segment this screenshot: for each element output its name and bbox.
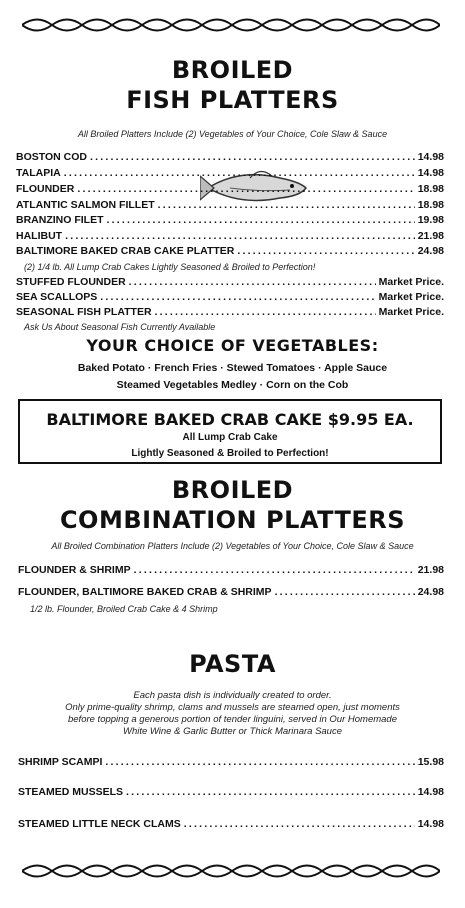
menu-item <box>16 167 444 180</box>
item-name: TALAPIA <box>16 167 61 179</box>
item-name: FLOUNDER <box>16 183 75 195</box>
menu-item <box>18 586 444 599</box>
item-price: 24.98 <box>417 245 444 257</box>
item-name: STEAMED LITTLE NECK CLAMS <box>18 818 181 830</box>
item-name: HALIBUT <box>16 230 63 242</box>
dot-leader <box>126 786 415 798</box>
item-name: FLOUNDER & SHRIMP <box>18 564 131 576</box>
item-name: ATLANTIC SALMON FILLET <box>16 199 155 211</box>
combo-note: All Broiled Combination Platters Include (2) Vegetables of Your Choice, Cole Slaw & Sauce <box>51 541 414 551</box>
dot-leader <box>90 151 415 163</box>
item-price: Market Price. <box>378 306 444 318</box>
item-price: 14.98 <box>417 167 444 179</box>
dot-leader <box>275 586 415 598</box>
combo-title-line1: BROILED <box>171 476 294 504</box>
dot-leader <box>77 183 414 195</box>
crab-cake-box <box>18 399 442 464</box>
fish-title-line2: FISH PLATTERS <box>126 86 339 114</box>
item-name: STUFFED FLOUNDER <box>16 276 126 288</box>
menu-item <box>16 199 444 212</box>
menu-item <box>16 183 444 196</box>
combo-sub-note: 1/2 lb. Flounder, Broiled Crab Cake & 4 Shrimp <box>30 604 218 614</box>
crab-box-line1: All Lump Crab Cake <box>182 432 278 443</box>
menu-item <box>18 786 444 799</box>
dot-leader <box>134 564 415 576</box>
item-price: 18.98 <box>417 183 444 195</box>
item-name: BRANZINO FILET <box>16 214 104 226</box>
dot-leader <box>155 306 376 318</box>
item-name: BOSTON COD <box>16 151 87 163</box>
item-name: BALTIMORE BAKED CRAB CAKE PLATTER <box>16 245 235 257</box>
vegetables-line1: Baked Potato · French Fries · Stewed Tomatoes · Apple Sauce <box>77 362 388 374</box>
item-price: 14.98 <box>417 818 444 830</box>
menu-item <box>18 756 444 769</box>
dot-leader <box>105 756 414 768</box>
menu-item <box>16 306 444 319</box>
pasta-title: PASTA <box>189 650 276 678</box>
item-price: Market Price. <box>378 291 444 303</box>
item-price: 14.98 <box>417 786 444 798</box>
menu-item <box>18 818 444 831</box>
menu-item <box>16 245 444 258</box>
dot-leader <box>100 291 375 303</box>
menu-item <box>16 151 444 164</box>
fish-title-line1: BROILED <box>171 56 294 84</box>
dot-leader <box>65 230 415 242</box>
menu-item <box>16 276 444 289</box>
item-name: SHRIMP SCAMPI <box>18 756 103 768</box>
vegetables-line2: Steamed Vegetables Medley · Corn on the Cob <box>116 379 349 391</box>
menu-item <box>18 564 444 577</box>
crab-cake-note: (2) 1/4 lb. All Lump Crab Cakes Lightly Seasoned & Broiled to Perfection! <box>24 262 316 272</box>
rope-border-icon <box>22 12 440 38</box>
crab-box-line2: Lightly Seasoned & Broiled to Perfection! <box>131 448 329 459</box>
item-price: 21.98 <box>417 230 444 242</box>
dot-leader <box>129 276 376 288</box>
vegetables-title: YOUR CHOICE OF VEGETABLES: <box>86 336 379 355</box>
menu-item <box>16 214 444 227</box>
pasta-note1: Each pasta dish is individually created to order. <box>133 690 332 701</box>
item-price: 24.98 <box>417 586 444 598</box>
rope-border-bottom <box>22 858 440 884</box>
item-price: 15.98 <box>417 756 444 768</box>
dot-leader <box>237 245 414 257</box>
dot-leader <box>64 167 415 179</box>
item-price: 14.98 <box>417 151 444 163</box>
rope-border-top <box>22 12 440 38</box>
item-name: STEAMED MUSSELS <box>18 786 124 798</box>
combo-title-line2: COMBINATION PLATTERS <box>59 506 406 534</box>
seasonal-note: Ask Us About Seasonal Fish Currently Available <box>24 322 216 332</box>
pasta-note4: White Wine & Garlic Butter or Thick Marinara Sauce <box>122 726 342 737</box>
item-price: 19.98 <box>417 214 444 226</box>
item-name: FLOUNDER, BALTIMORE BAKED CRAB & SHRIMP <box>18 586 272 598</box>
dot-leader <box>184 818 415 830</box>
item-price: 18.98 <box>417 199 444 211</box>
item-price: Market Price. <box>378 276 444 288</box>
dot-leader <box>107 214 415 226</box>
fish-note: All Broiled Platters Include (2) Vegetables of Your Choice, Cole Slaw & Sauce <box>77 129 388 139</box>
item-name: SEA SCALLOPS <box>16 291 98 303</box>
crab-box-title: BALTIMORE BAKED CRAB CAKE $9.95 EA. <box>46 410 414 429</box>
item-price: 21.98 <box>417 564 444 576</box>
menu-item <box>16 291 444 304</box>
dot-leader <box>158 199 415 211</box>
pasta-note3: before topping a generous portion of tender linguini, served in Our Homemade <box>67 714 397 725</box>
rope-border-icon <box>22 858 440 884</box>
pasta-note2: Only prime-quality shrimp, clams and mussels are steamed open, just moments <box>65 702 400 713</box>
menu-item <box>16 230 444 243</box>
item-name: SEASONAL FISH PLATTER <box>16 306 152 318</box>
